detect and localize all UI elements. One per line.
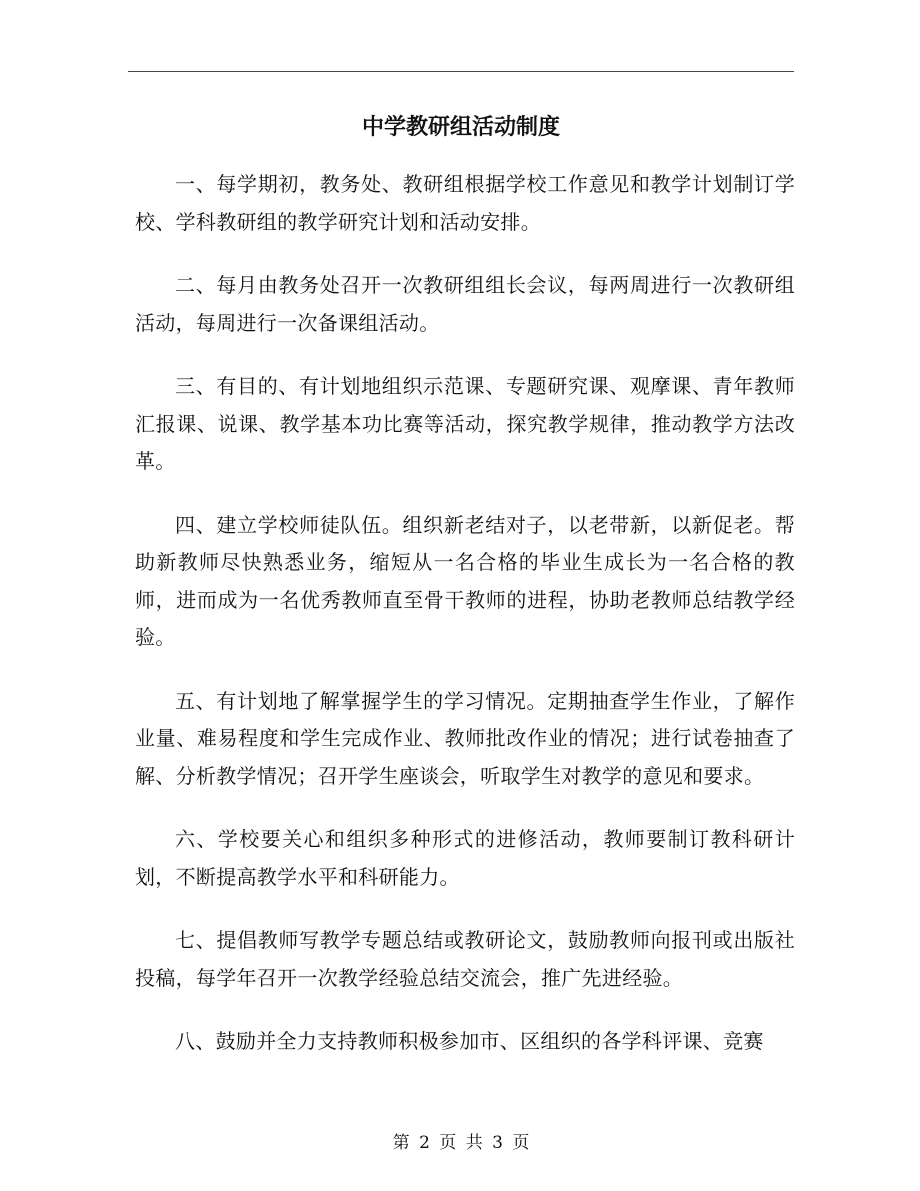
paragraph-8: 八、鼓励并全力支持教师积极参加市、区组织的各学科评课、竞赛 [175, 1029, 764, 1053]
header-rule [128, 71, 794, 72]
paragraph-4: 四、建立学校师徒队伍。组织新老结对子，以老带新，以新促老。帮助新教师尽快熟悉业务，缩短从一名合格的毕业生成长为一名合格的教师，进而成为一名优秀教师直至骨干教师的进程，协助老教师总结教学经验。 [135, 512, 795, 649]
paragraph-2: 二、每月由教务处召开一次教研组组长会议，每两周进行一次教研组活动，每周进行一次备课组活动。 [135, 273, 795, 335]
page-number: 第 2 页 共 3 页 [392, 1133, 530, 1153]
paragraph-7: 七、提倡教师写教学专题总结或教研论文，鼓励教师向报刊或出版社投稿，每学年召开一次教学经验总结交流会，推广先进经验。 [135, 928, 795, 990]
paragraph-1: 一、每学期初，教务处、教研组根据学校工作意见和教学计划制订学校、学科教研组的教学研究计划和活动安排。 [135, 172, 795, 234]
paragraph-5: 五、有计划地了解掌握学生的学习情况。定期抽查学生作业，了解作业量、难易程度和学生完成作业、教师批改作业的情况；进行试卷抽查了解、分析教学情况；召开学生座谈会，听取学生对教学的意见和要求。 [135, 688, 795, 788]
paragraph-3: 三、有目的、有计划地组织示范课、专题研究课、观摩课、青年教师汇报课、说课、教学基本功比赛等活动，探究教学规律，推动教学方法改革。 [135, 374, 795, 473]
document-body [135, 166, 795, 1087]
document-title: 中学教研组活动制度 [361, 114, 560, 140]
paragraph-6: 六、学校要关心和组织多种形式的进修活动，教师要制订教科研计划，不断提高教学水平和科研能力。 [135, 827, 795, 889]
